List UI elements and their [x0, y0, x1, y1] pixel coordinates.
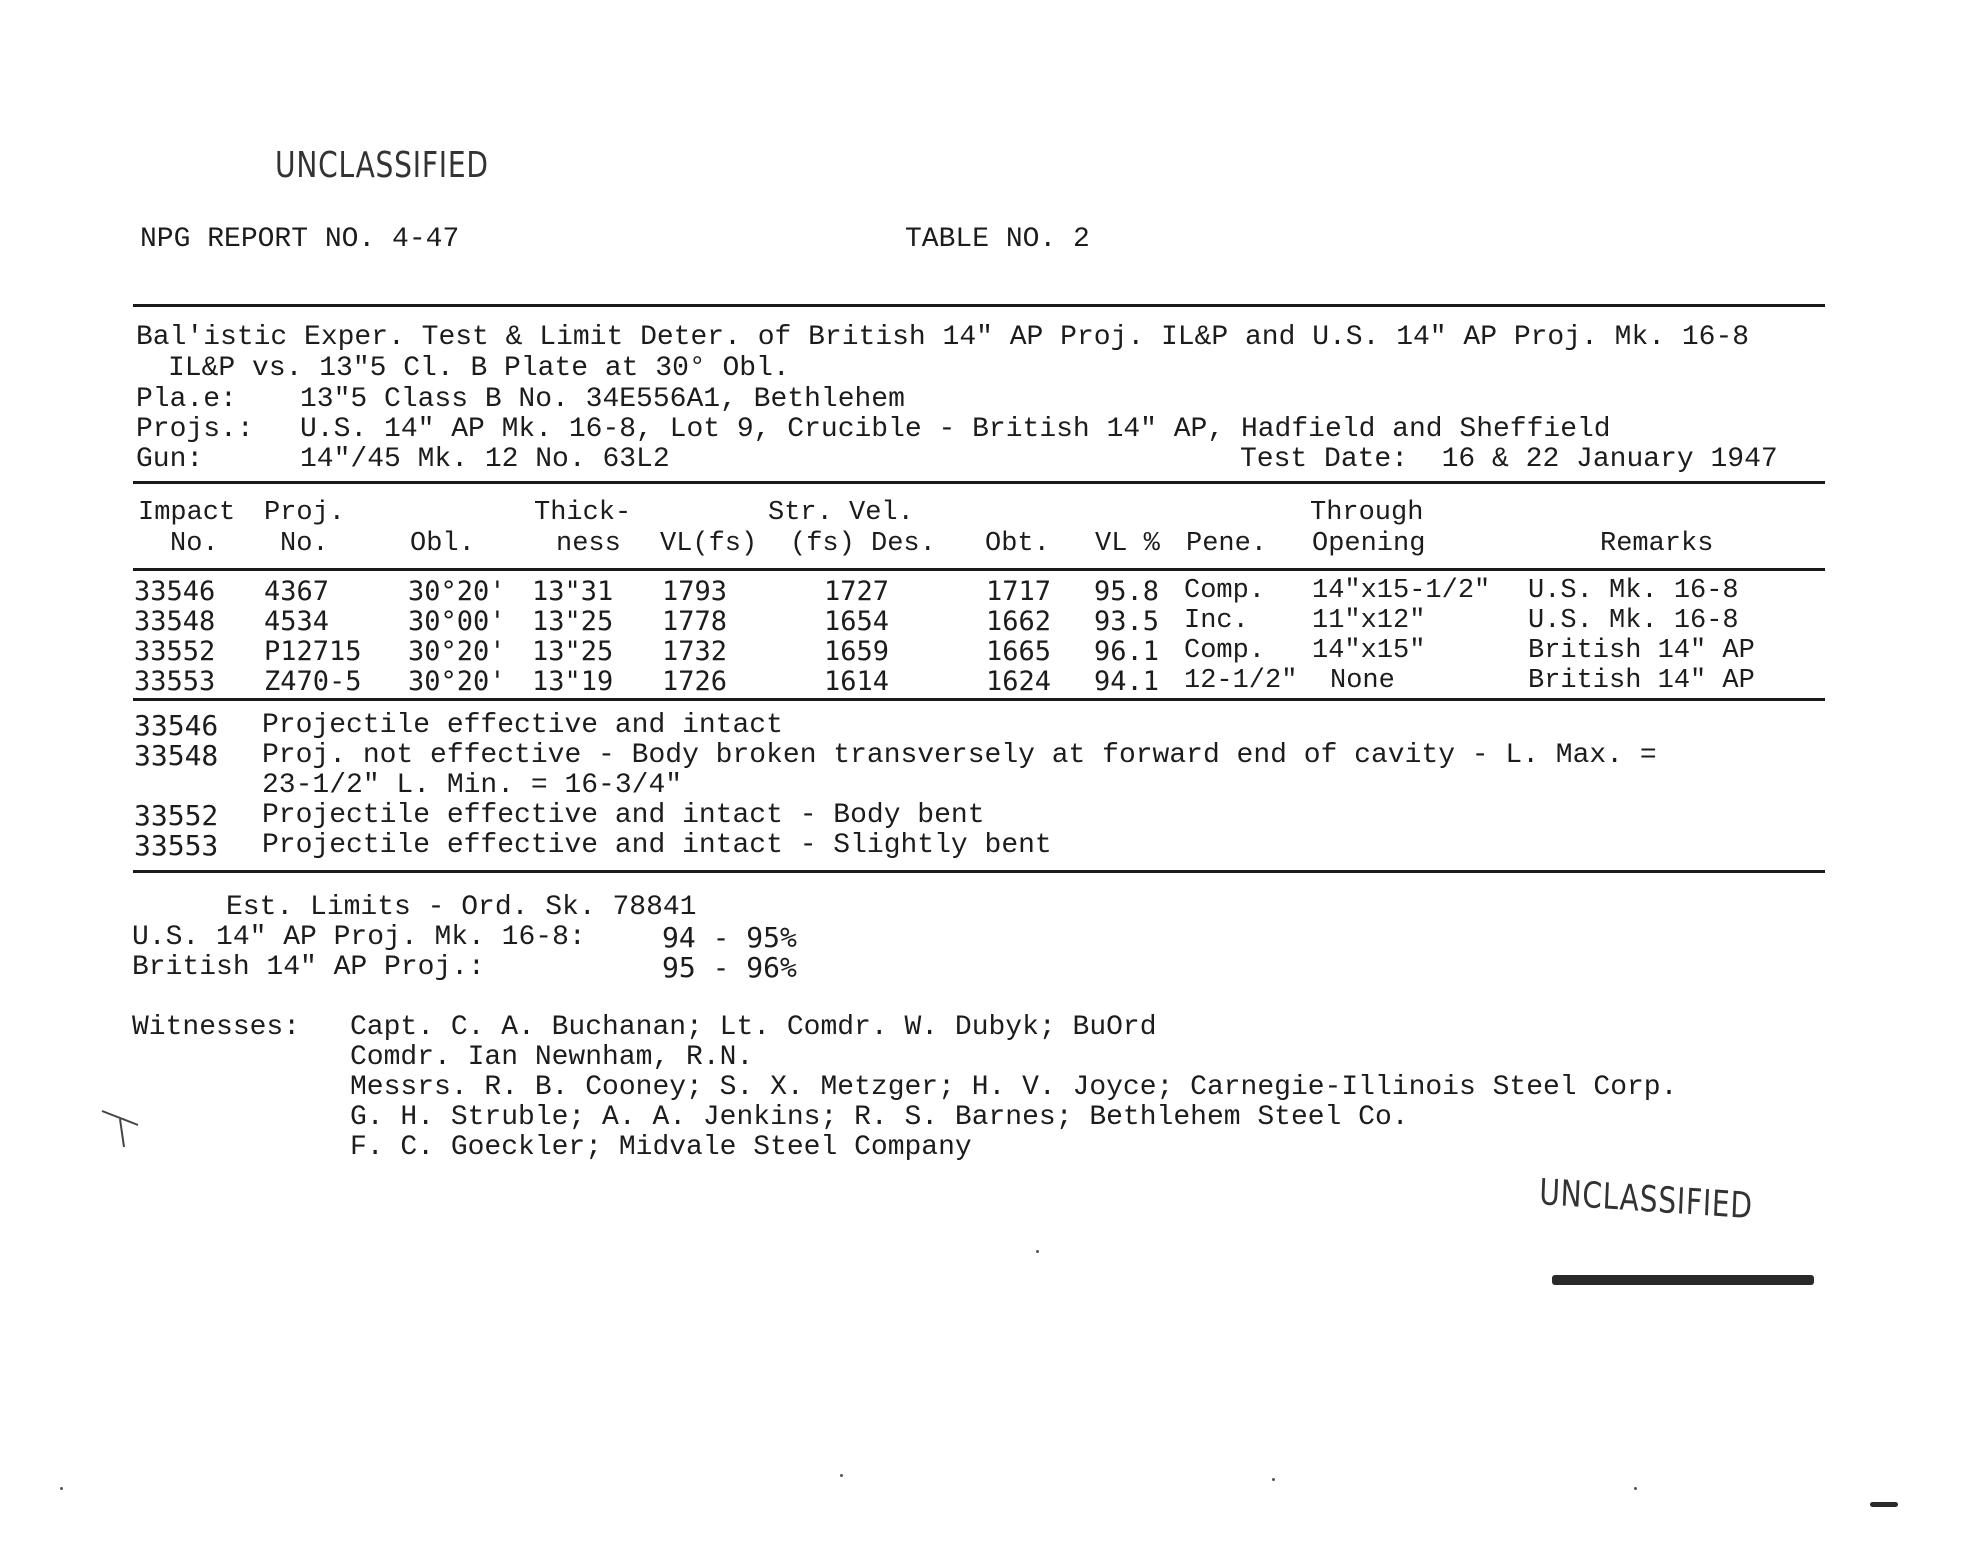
header-remarks: Remarks [1600, 529, 1714, 559]
speck [1036, 1250, 1039, 1253]
witnesses-label: Witnesses: [132, 1012, 301, 1043]
speck [1272, 1478, 1275, 1481]
cell-des: 1727 [824, 576, 890, 607]
header-obl: Obl. [410, 529, 475, 559]
cell-impact: 33546 [134, 576, 216, 607]
british-limit-value: 95 - 96% [662, 951, 797, 984]
cell-impact: 33548 [134, 606, 216, 637]
header-pene: Pene. [1186, 529, 1268, 559]
header-thick: Thick- [534, 498, 632, 528]
cell-des: 1659 [824, 636, 890, 667]
projs-value: U.S. 14" AP Mk. 16-8, Lot 9, Crucible - British 14" AP, Hadfield and Sheffield [300, 414, 1611, 445]
note-number: 33546 [134, 709, 219, 742]
cell-vl-pct: 94.1 [1094, 666, 1160, 697]
header-opening: Opening [1312, 529, 1426, 559]
cell-impact: 33553 [134, 666, 216, 697]
cell-proj: P12715 [264, 636, 362, 667]
cell-obt: 1717 [986, 576, 1052, 607]
cell-pene: Comp. [1184, 636, 1266, 666]
speck [840, 1474, 843, 1477]
header-vl-fs: VL(fs) [660, 529, 758, 559]
witness-line: Capt. C. A. Buchanan; Lt. Comdr. W. Dubyk; BuOrd [350, 1012, 1157, 1043]
cell-pene: Inc. [1184, 606, 1249, 636]
header-through: Through [1310, 498, 1424, 528]
british-limit-label: British 14" AP Proj.: [132, 952, 485, 983]
report-number: NPG REPORT NO. 4-47 [140, 224, 460, 255]
cell-vl-pct: 96.1 [1094, 636, 1160, 667]
pencil-mark [98, 1105, 148, 1155]
cell-thickness: 13"25 [532, 606, 614, 637]
cell-proj: 4534 [264, 606, 330, 637]
cell-obl: 30°20' [408, 666, 506, 697]
header-vl-pct: VL % [1095, 529, 1160, 559]
cell-vl-pct: 93.5 [1094, 606, 1160, 637]
note-number: 33552 [134, 799, 219, 832]
edge-mark [1870, 1502, 1898, 1507]
witness-line: Comdr. Ian Newnham, R.N. [350, 1042, 754, 1073]
note-text: Projectile effective and intact - Body bent [262, 800, 985, 831]
cell-remarks: British 14" AP [1528, 666, 1755, 696]
note-text: Projectile effective and intact [262, 710, 783, 741]
witness-line: F. C. Goeckler; Midvale Steel Company [350, 1132, 972, 1163]
cell-obl: 30°20' [408, 636, 506, 667]
cell-obt: 1624 [986, 666, 1052, 697]
header-proj-no: No. [280, 529, 329, 559]
notes-rule [133, 870, 1825, 873]
projs-label: Projs.: [136, 414, 254, 445]
gun-value: 14"/45 Mk. 12 No. 63L2 [300, 444, 670, 475]
speck [60, 1487, 63, 1490]
cell-remarks: U.S. Mk. 16-8 [1528, 606, 1739, 636]
cell-des: 1654 [824, 606, 890, 637]
note-number: 33548 [134, 739, 219, 772]
cell-vl: 1778 [662, 606, 728, 637]
speck [1634, 1487, 1637, 1490]
redaction-mark [1552, 1275, 1814, 1285]
note-text: Projectile effective and intact - Slightly bent [262, 830, 1052, 861]
header-impact: Impact [138, 498, 236, 528]
cell-remarks: U.S. Mk. 16-8 [1528, 576, 1739, 606]
cell-opening: None [1330, 666, 1395, 696]
header-des: (fs) Des. [790, 529, 936, 559]
header-obt: Obt. [985, 529, 1050, 559]
cell-obl: 30°00' [408, 606, 506, 637]
plate-label: Pla.e: [136, 384, 237, 415]
cell-obl: 30°20' [408, 576, 506, 607]
cell-opening: 14"x15-1/2" [1312, 576, 1491, 606]
header-rule [133, 568, 1825, 571]
cell-vl: 1726 [662, 666, 728, 697]
note-text-continued: 23-1/2" L. Min. = 16-3/4" [262, 770, 683, 801]
limits-heading: Est. Limits - Ord. Sk. 78841 [226, 892, 697, 923]
header-ness: ness [556, 529, 621, 559]
header-str-vel: Str. Vel. [768, 498, 914, 528]
cell-vl-pct: 95.8 [1094, 576, 1160, 607]
info-rule [133, 481, 1825, 484]
cell-thickness: 13"19 [532, 666, 614, 697]
header-impact-no: No. [170, 529, 219, 559]
table-bottom-rule [133, 698, 1825, 701]
cell-proj: Z470-5 [264, 666, 362, 697]
test-date: Test Date: 16 & 22 January 1947 [1240, 444, 1778, 475]
note-text: Proj. not effective - Body broken transversely at forward end of cavity - L. Max. = [262, 740, 1657, 771]
note-number: 33553 [134, 829, 219, 862]
header-proj: Proj. [264, 498, 346, 528]
cell-vl: 1793 [662, 576, 728, 607]
unclassified-stamp-top: UNCLASSIFIED [275, 145, 489, 186]
cell-thickness: 13"25 [532, 636, 614, 667]
cell-opening: 11"x12" [1312, 606, 1426, 636]
us-limit-value: 94 - 95% [662, 921, 797, 954]
top-rule [133, 304, 1825, 307]
cell-obt: 1662 [986, 606, 1052, 637]
witness-line: G. H. Struble; A. A. Jenkins; R. S. Barnes; Bethlehem Steel Co. [350, 1102, 1409, 1133]
cell-opening: 14"x15" [1312, 636, 1426, 666]
test-title: Bal'istic Exper. Test & Limit Deter. of British 14" AP Proj. IL&P and U.S. 14" AP Proj. Mk. 16-8 [136, 322, 1750, 353]
test-subtitle: IL&P vs. 13"5 Cl. B Plate at 30° Obl. [168, 353, 790, 384]
cell-des: 1614 [824, 666, 890, 697]
cell-proj: 4367 [264, 576, 330, 607]
cell-remarks: British 14" AP [1528, 636, 1755, 666]
cell-obt: 1665 [986, 636, 1052, 667]
unclassified-stamp-bottom: UNCLASSIFIED [1538, 1172, 1754, 1228]
gun-label: Gun: [136, 444, 204, 475]
us-limit-label: U.S. 14" AP Proj. Mk. 16-8: [132, 922, 586, 953]
witness-line: Messrs. R. B. Cooney; S. X. Metzger; H. V. Joyce; Carnegie-Illinois Steel Corp. [350, 1072, 1678, 1103]
plate-value: 13"5 Class B No. 34E556A1, Bethlehem [300, 384, 905, 415]
cell-impact: 33552 [134, 636, 216, 667]
cell-vl: 1732 [662, 636, 728, 667]
cell-pene: Comp. [1184, 576, 1266, 606]
table-number: TABLE NO. 2 [905, 224, 1090, 255]
cell-pene: 12-1/2" [1184, 666, 1298, 696]
cell-thickness: 13"31 [532, 576, 614, 607]
